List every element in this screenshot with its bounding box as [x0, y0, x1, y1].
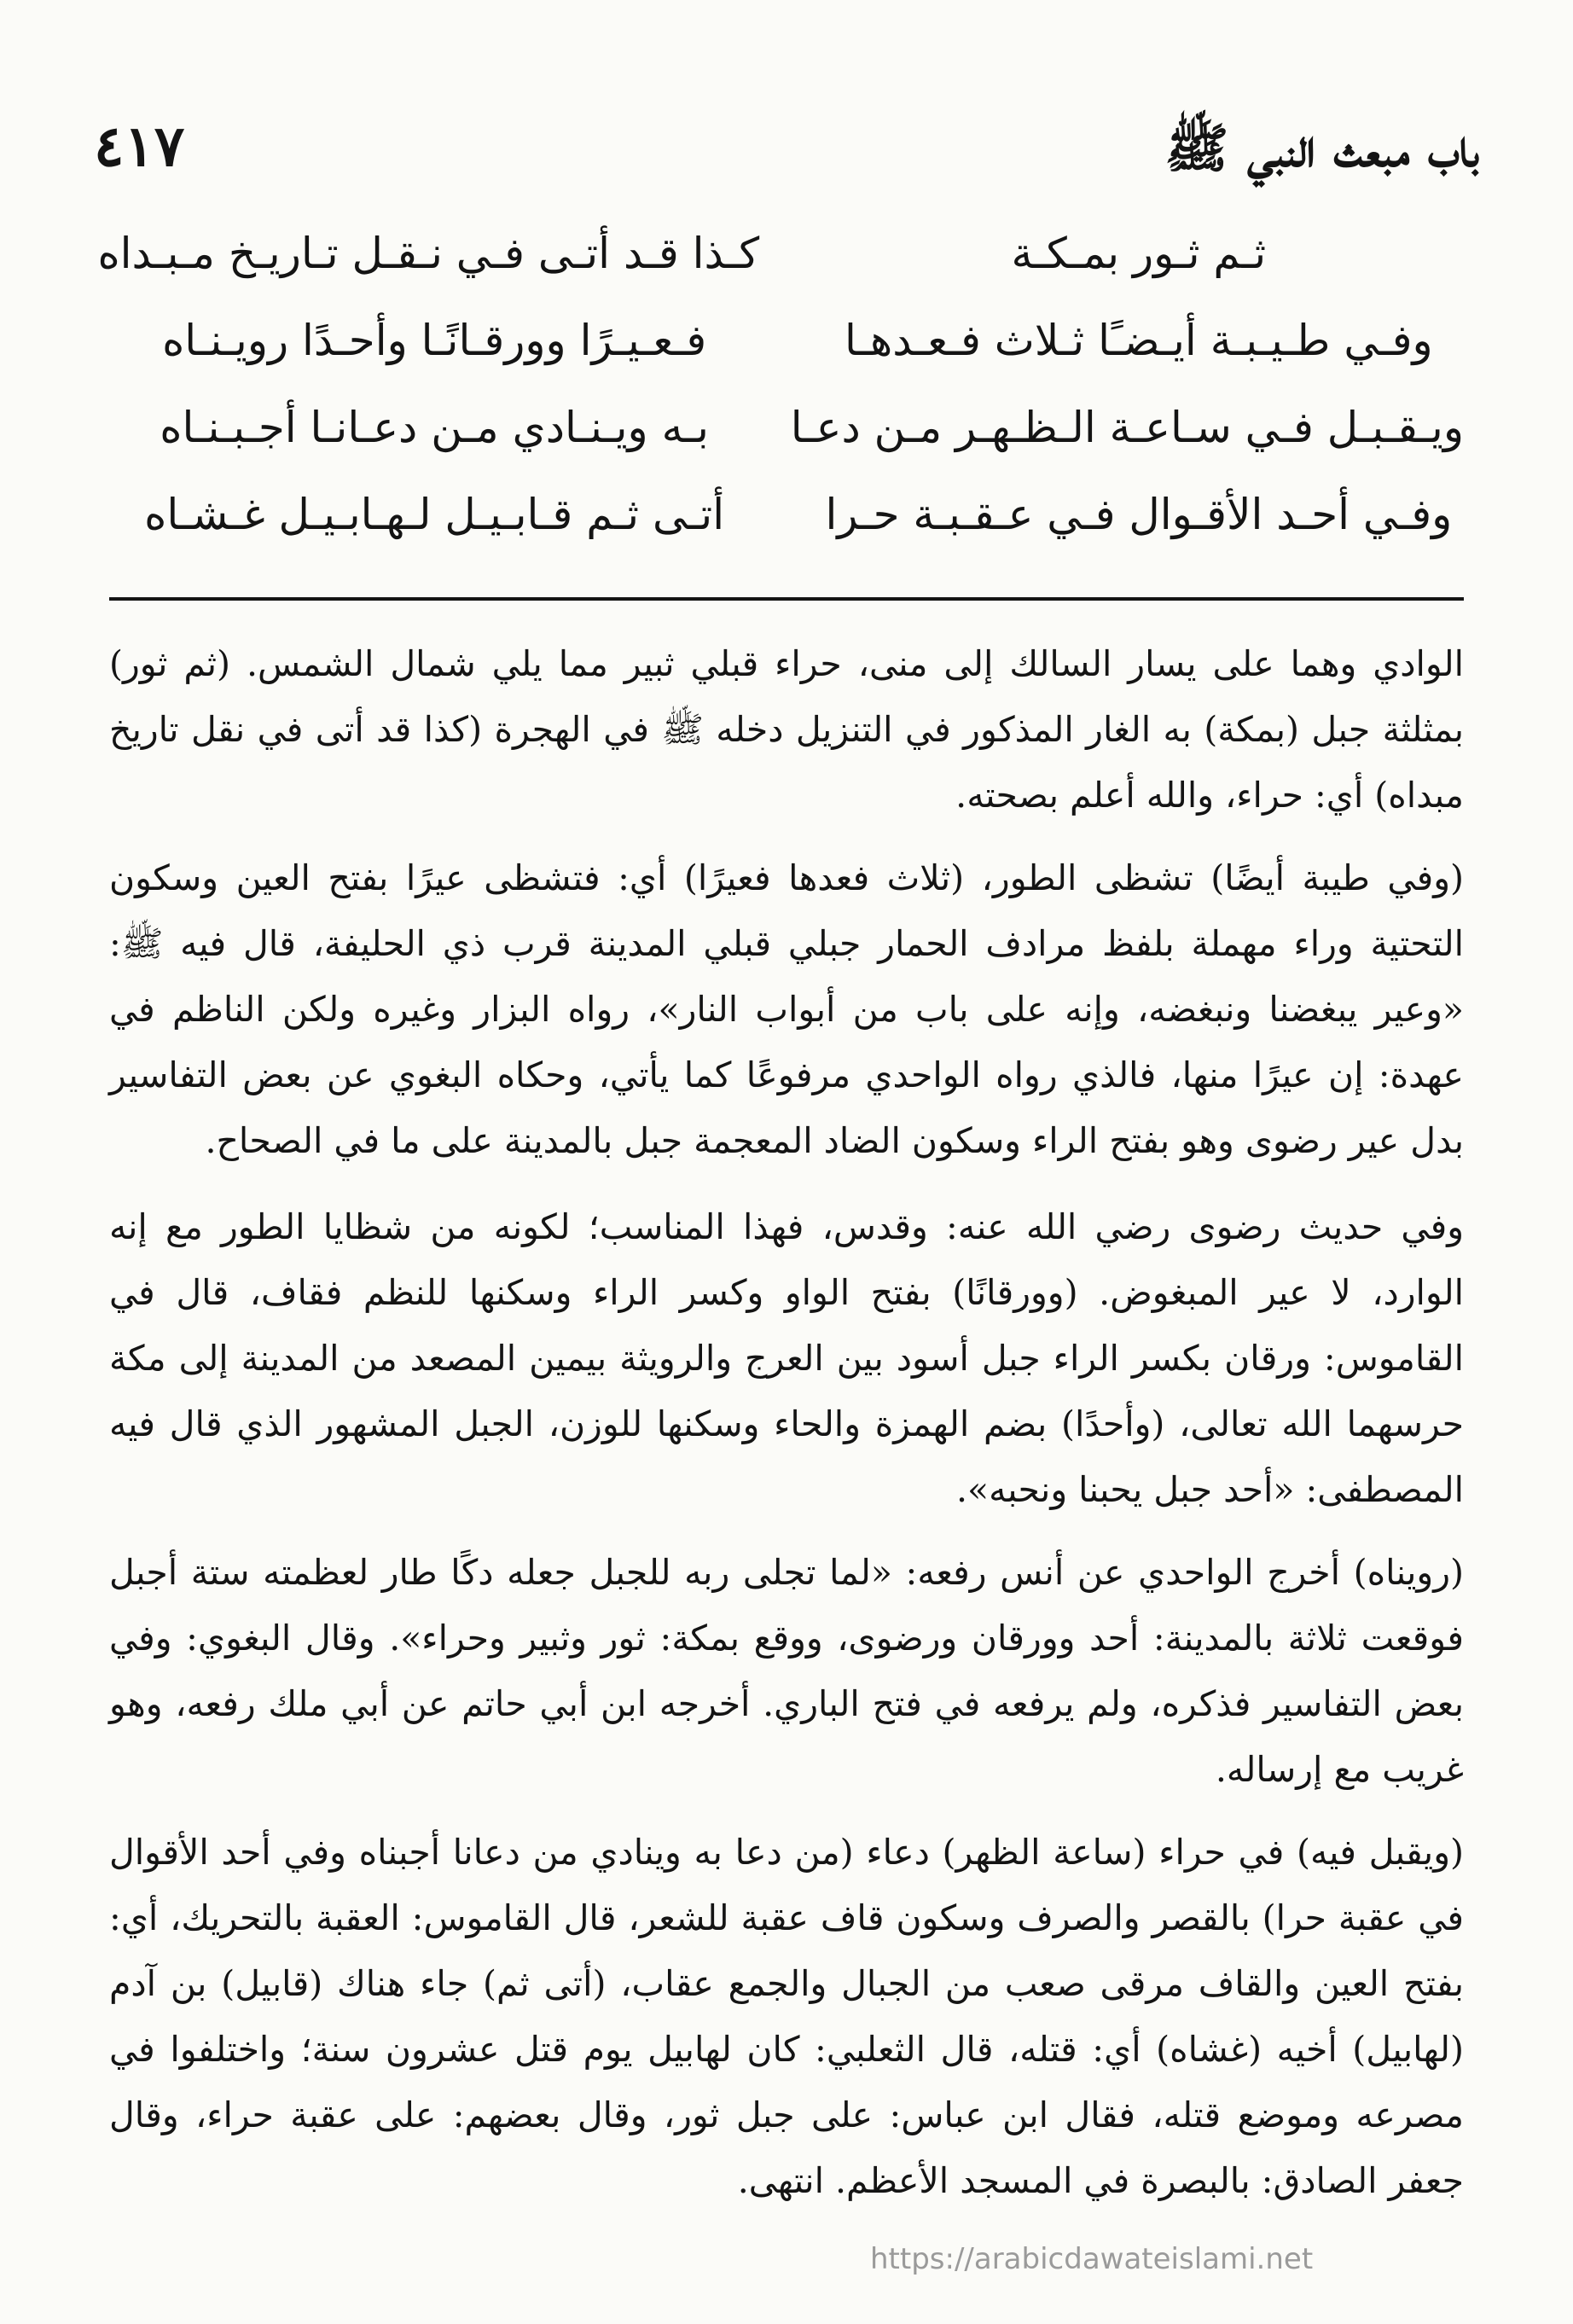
commentary-paragraph: وفي حديث رضوى رضي الله عنه: وقدس، فهذا المناسب؛ لكونه من شظايا الطور مع إنه الوارد، لا عير المبغوض. (وورقانًا) بفتح الواو وكسر الراء وسكنها للنظم فقاف، قال في القاموس: ورقان بكسر الراء جبل أسود بين العرج والرويثة بيمين المصعد من المدينة إلى مكة حرسهما الله تعالى، (وأحدًا) بضم الهمزة والحاء وسكنها للوزن، الجبل المشهور الذي قال فيه المصطفى: «أحد جبل يحبنا ونحبه». — [109, 1206, 1465, 1510]
chapter-title: باب مبعث النبي ﷺ — [1164, 117, 1479, 179]
verse-first-hemistich: وفـي أحـد الأقـوال فـي عـقـبـة حـرا — [825, 490, 1453, 539]
verse — [109, 403, 1464, 490]
commentary-paragraph: (وفي طيبة أيضًا) تشظى الطور، (ثلاث فعدها فعيرًا) أي: فتشظى عيرًا بفتح العين وسكون التحتية وراء مهملة بلفظ مرادف الحمار جبلي قبلي المدينة قرب ذي الحليفة، قال فيه ﷺ: «وعير يبغضنا ونبغضه، وإنه على باب من أبواب النار»، رواه البزار وغيره ولكن الناظم في عهدة: إن عيرًا منها، فالذي رواه الواحدي مرفوعًا كما يأتي، وحكاه البغوي عن بعض التفاسير بدل عير رضوى وهو بفتح الراء وسكون الضاد المعجمة جبل بالمدينة على ما في الصحاح. — [109, 857, 1465, 1161]
verse-second-hemistich: كـذا قـد أتـى فـي نـقـل تـاريـخ مـبـداه — [97, 229, 760, 278]
commentary-paragraph: الوادي وهما على يسار السالك إلى منى، حراء قبلي ثبير مما يلي شمال الشمس. (ثم ثور) بمثلثة جبل (بمكة) به الغار المذكور في التنزيل دخله ﷺ في الهجرة (كذا قد أتى في نقل تاريخ مبداه) أي: حراء، والله أعلم بصحته. — [109, 643, 1464, 816]
verse-first-hemistich: ويـقـبـل فـي سـاعـة الـظـهـر مـن دعـا — [790, 403, 1464, 452]
page-header — [94, 109, 1479, 195]
verse — [109, 490, 1464, 577]
verse — [97, 229, 1464, 316]
page-number: ٤١٧ — [94, 113, 185, 179]
verse-first-hemistich: ثـم ثـور بمـكـة — [1011, 229, 1267, 278]
verse-second-hemistich: فـعـيـرًا وورقـانًـا وأحـدًا رويـنـاه — [162, 316, 707, 365]
commentary-paragraph: (رويناه) أخرج الواحدي عن أنس رفعه: «لما تجلى ربه للجبل جعله دكًا طار لعظمته ستة أجبل فوقعت ثلاثة بالمدينة: أحد وورقان ورضوى، ووقع بمكة: ثور وثبير وحراء». وقال البغوي: وفي بعض التفاسير فذكره، ولم يرفعه في فتح الباري. أخرجه ابن أبي حاتم عن أبي ملك رفعه، وهو غريب مع إرساله. — [109, 1552, 1464, 1790]
verse — [109, 316, 1464, 403]
watermark-url: https://arabicdawateislami.net — [870, 2242, 1314, 2276]
commentary-text — [109, 631, 1464, 2231]
poem-verses — [97, 229, 1464, 577]
verse-first-hemistich: وفـي طـيـبـة أيـضـًا ثـلاث فـعـدهـا — [845, 316, 1433, 365]
verse-second-hemistich: بـه ويـنـادي مـن دعـانـا أجـبـنـاه — [160, 403, 709, 452]
commentary-paragraph: (ويقبل فيه) في حراء (ساعة الظهر) دعاء (من دعا به وينادي من دعانا أجبناه وفي أحد الأقوال في عقبة حرا) بالقصر والصرف وسكون قاف عقبة للشعر، قال القاموس: العقبة بالتحريك، أي: بفتح العين والقاف مرقى صعب من الجبال والجمع عقاب، (أتى ثم) جاء هناك (قابيل) بن آدم (لهابيل) أخيه (غشاه) أي: قتله، قال الثعلبي: كان لهابيل يوم قتل عشرون سنة؛ واختلفوا في مصرعه وموضع قتله، فقال ابن عباس: على جبل ثور، وقال بعضهم: على عقبة حراء، وقال جعفر الصادق: بالبصرة في المسجد الأعظم. انتهى. — [109, 1832, 1464, 2201]
verse-second-hemistich: أتـى ثـم قـابـيـل لـهـابـيـل غـشـاه — [144, 490, 725, 539]
section-divider — [109, 597, 1464, 601]
